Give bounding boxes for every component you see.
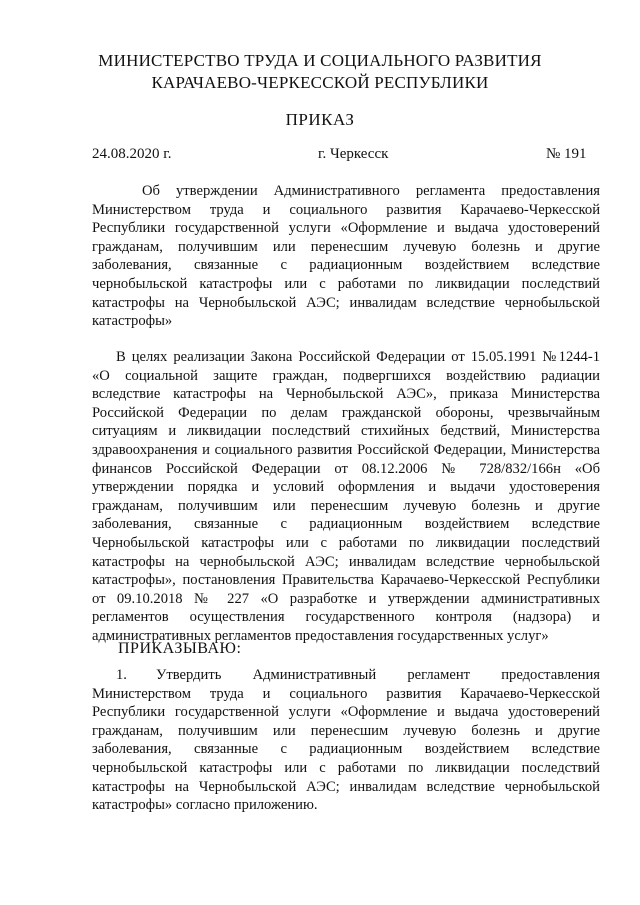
order-item-number: 1. <box>116 667 127 683</box>
order-number: № 191 <box>546 146 587 162</box>
order-item-1 <box>92 666 600 815</box>
decree-heading: ПРИКАЗЫВАЮ: <box>118 640 242 657</box>
preamble-paragraph: В целях реализации Закона Российской Федерации от 15.05.1991 №1244-1 «О социальной защите граждан, подвергшихся воздействию радиации вследствие катастрофы на Чернобыльской АЭС», приказа Министерства Российской Федерации по делам гражданской обороны, чрезвычайным ситуациям и ликвидации последствий стихийных бедствий, Министерства здравоохранения и социального развития Российской Федерации, Министерства финансов Российской Федерации от 08.12.2006 № 728/832/166н «Об утверждении порядка и условий оформления и выдачи удостоверения гражданам, получившим или перенесшим лучевую болезнь и другие заболевания, связанные с радиационным воздействием вследствие Чернобыльской катастрофы или с работами по ликвидации последствий катастрофы на чернобыльской АЭС; инвалидам вследствие чернобыльской катастрофы», постановления Правительства Карачаево-Черкесской Республики от 09.10.2018 № 227 «О разработке и утверждении административных регламентов осуществления государственного контроля (надзора) и административных регламентов предоставления государственных услуг» <box>92 349 600 644</box>
order-city: г. Черкесск <box>318 146 389 162</box>
ministry-name-line2: КАРАЧАЕВО-ЧЕРКЕССКОЙ РЕСПУБЛИКИ <box>151 73 489 92</box>
ministry-name-line1: МИНИСТЕРСТВО ТРУДА И СОЦИАЛЬНОГО РАЗВИТИЯ <box>98 51 542 70</box>
order-item-text: Утвердить Административный регламент предоставления Министерством труда и социального развития Карачаево-Черкесской Республики государственной услуги «Оформление и выдача удостоверений гражданам, получившим или перенесшим лучевую болезнь и другие заболевания, связанные с радиационным воздействием вследствие чернобыльской катастрофы или с работами по ликвидации последствий катастрофы на Чернобыльской АЭС; инвалидам вследствие чернобыльской катастрофы» согласно приложению. <box>92 667 600 814</box>
document-type-title: ПРИКАЗ <box>285 110 355 129</box>
ministry-header <box>60 50 580 94</box>
order-date: 24.08.2020 г. <box>92 146 172 162</box>
order-subject: Об утверждении Административного регламента предоставления Министерством труда и социального развития Карачаево-Черкесской Республики государственной услуги «Оформление и выдача удостоверений гражданам, получившим или перенесшим лучевую болезнь и другие заболевания, связанные с радиационным воздействием вследствие чернобыльской катастрофы или с работами по ликвидации последствий катастрофы на Чернобыльской АЭС; инвалидам вследствие чернобыльской катастрофы» <box>92 183 600 330</box>
